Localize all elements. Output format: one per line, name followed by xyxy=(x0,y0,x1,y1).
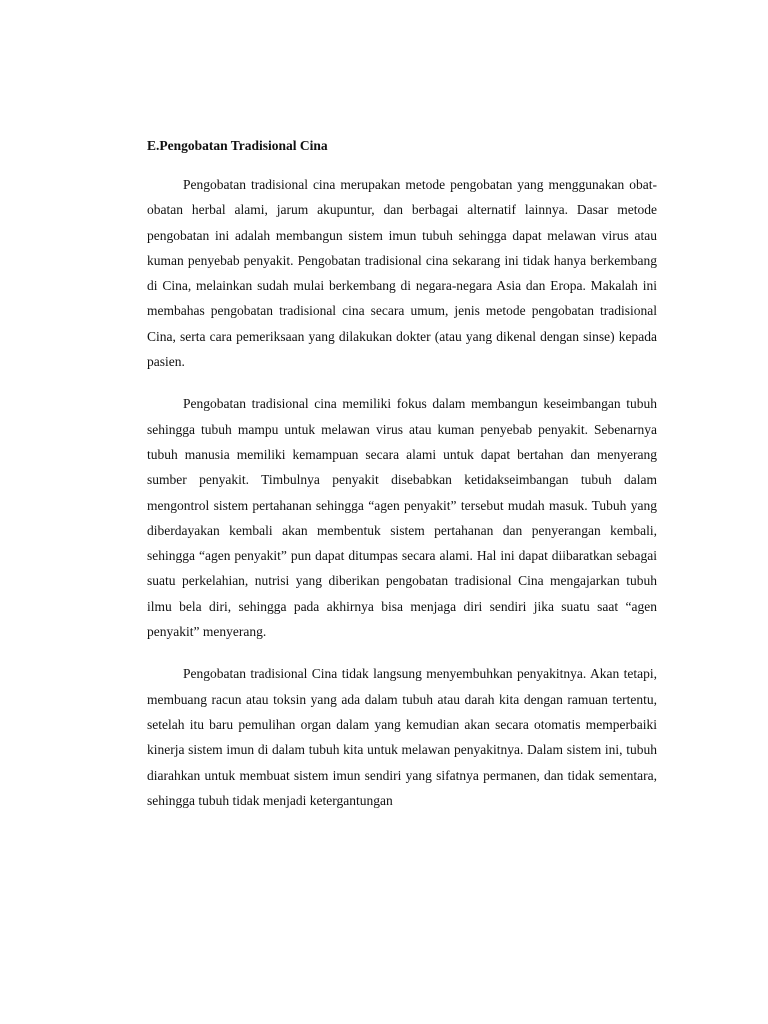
paragraph-body-balance: Pengobatan tradisional cina memiliki fokus dalam membangun keseimbangan tubuh sehingga tubuh mampu untuk melawan virus atau kuman penyebab penyakit. Sebenarnya tubuh manusia memiliki kemampuan secara alami untuk dapat bertahan dan menyerang sumber penyakit. Timbulnya penyakit disebabkan ketidakseimbangan tubuh dalam mengontrol sistem pertahanan sehingga “agen penyakit” tersebut mudah masuk. Tubuh yang diberdayakan kembali akan membentuk sistem pertahanan dan penyerangan kembali, sehingga “agen penyakit” pun dapat ditumpas secara alami. Hal ini dapat diibaratkan sebagai suatu perkelahian, nutrisi yang diberikan pengobatan tradisional Cina mengajarkan tubuh ilmu bela diri, sehingga pada akhirnya bisa menjaga diri sendiri jika suatu saat “agen penyakit” menyerang. xyxy=(147,396,657,640)
paragraph-intro: Pengobatan tradisional cina merupakan metode pengobatan yang menggunakan obat-obatan herbal alami, jarum akupuntur, dan berbagai alternatif lainnya. Dasar metode pengobatan ini adalah membangun sistem imun tubuh sehingga dapat melawan virus atau kuman penyebab penyakit. Pengobatan tradisional cina sekarang ini tidak hanya berkembang di Cina, melainkan sudah mulai berkembang di negara-negara Asia dan Eropa. Makalah ini membahas pengobatan tradisional cina secara umum, jenis metode pengobatan tradisional Cina, serta cara pemeriksaan yang dilakukan dokter (atau yang dikenal dengan sinse) kepada pasien. xyxy=(147,177,657,370)
paragraph-body-detox: Pengobatan tradisional Cina tidak langsung menyembuhkan penyakitnya. Akan tetapi, membuang racun atau toksin yang ada dalam tubuh atau darah kita dengan ramuan tertentu, setelah itu baru pemulihan organ dalam yang kemudian akan secara otomatis memperbaiki kinerja sistem imun di dalam tubuh kita untuk melawan penyakitnya. Dalam sistem ini, tubuh diarahkan untuk membuat sistem imun sendiri yang sifatnya permanen, dan tidak sementara, sehingga tubuh tidak menjadi ketergantungan xyxy=(147,666,657,808)
section-heading: E.Pengobatan Tradisional Cina xyxy=(147,138,328,153)
document-page xyxy=(147,133,657,813)
